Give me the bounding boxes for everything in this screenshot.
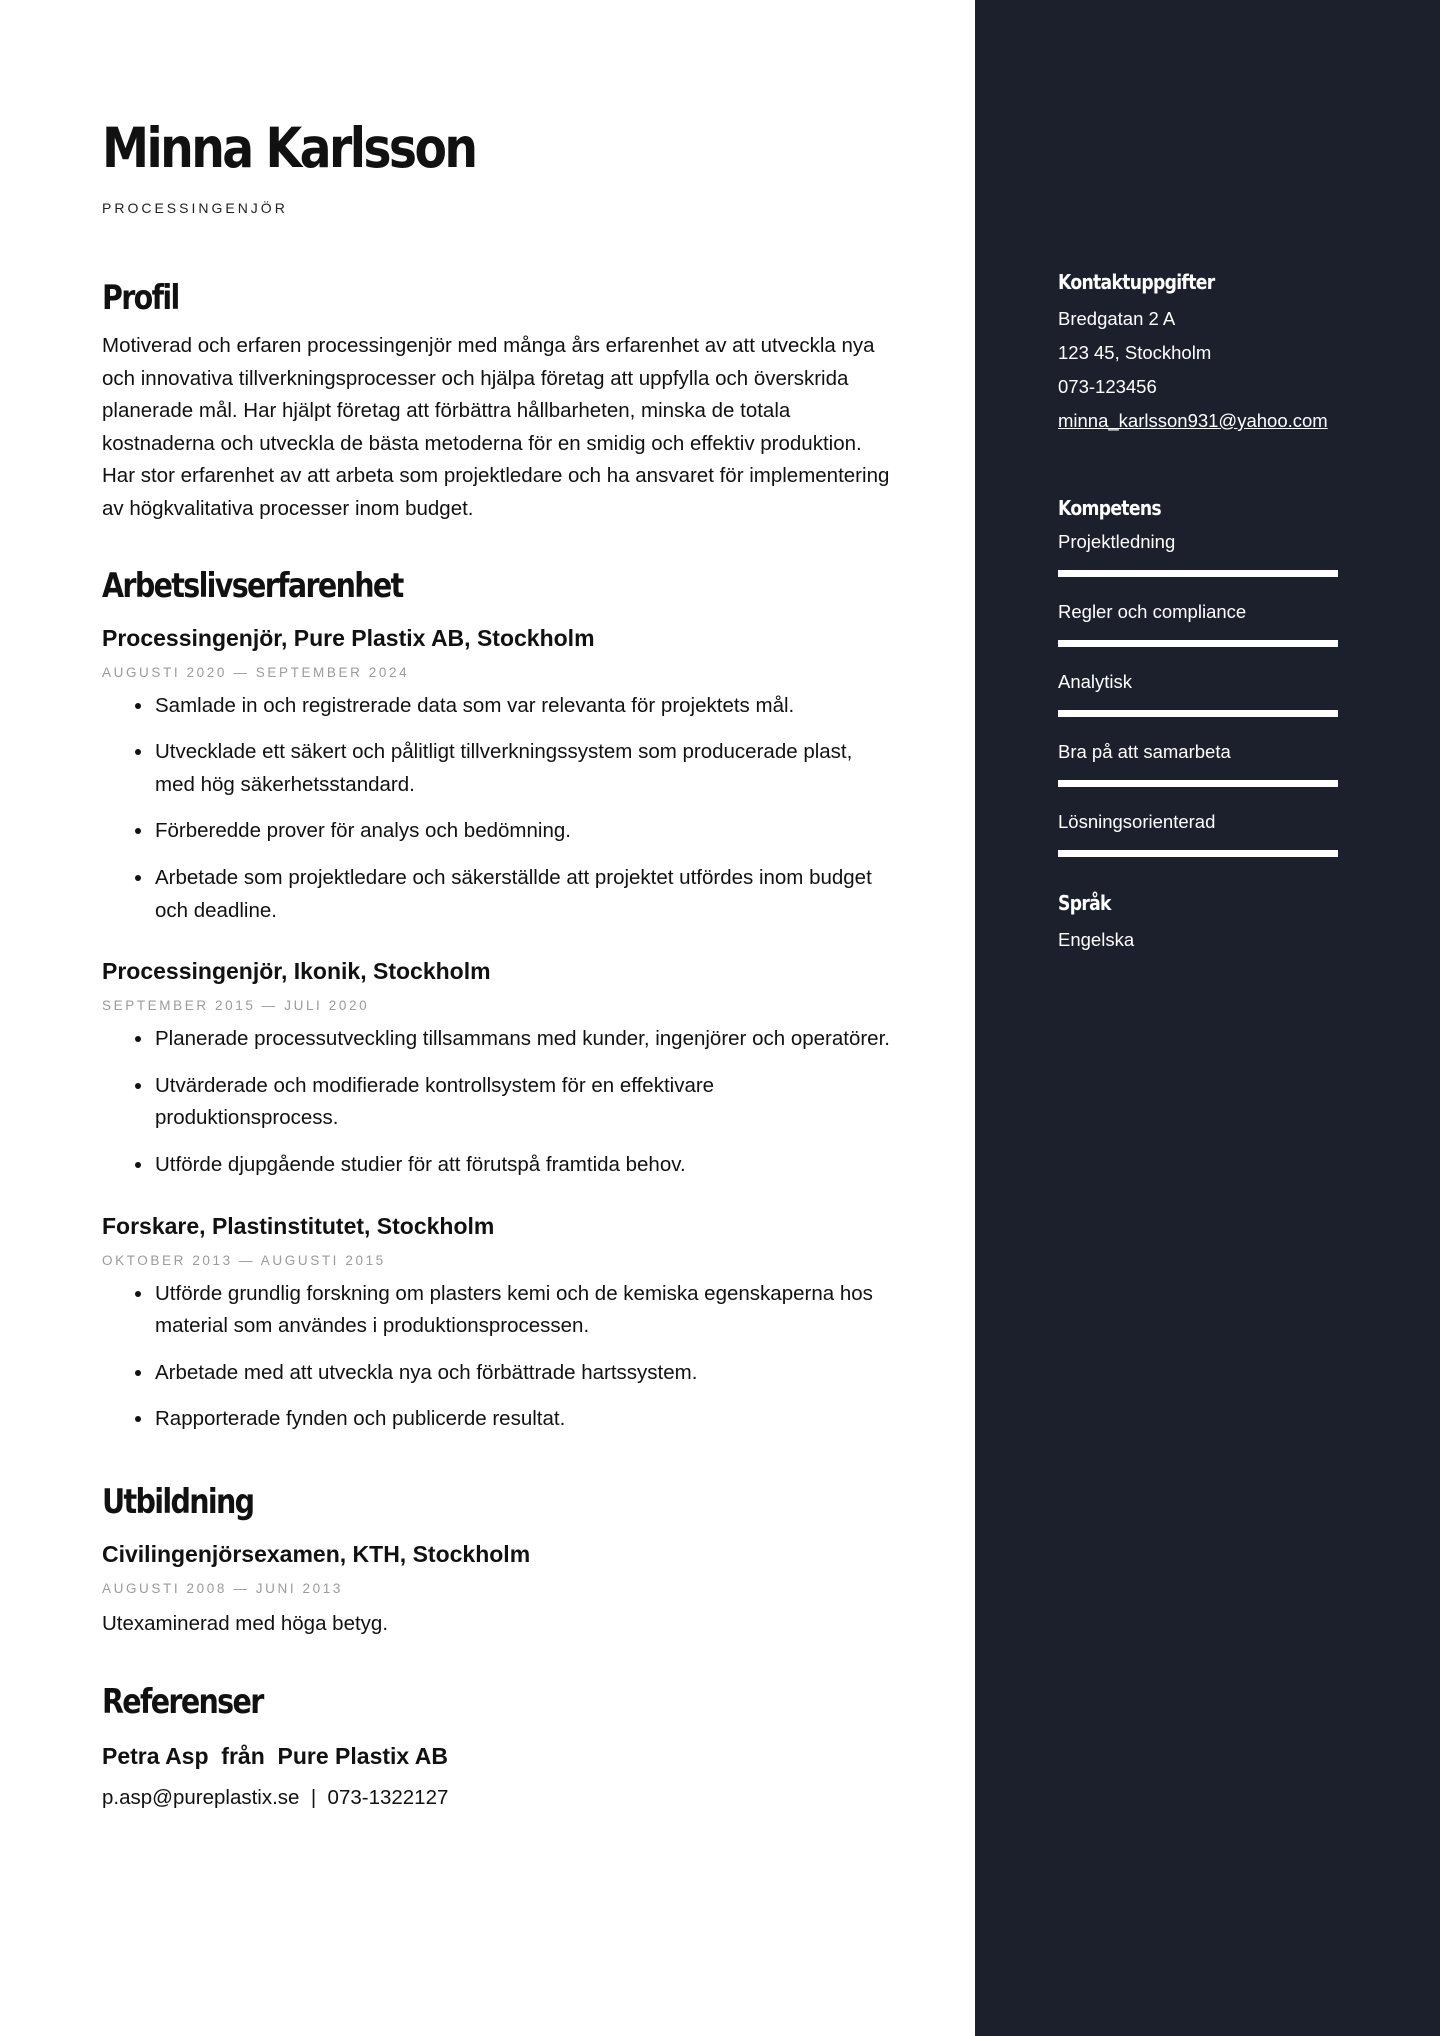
job-entry <box>102 1210 897 1436</box>
profile-text: Motiverad och erfaren processingenjör med många års erfarenhet av att utveckla nya och innovativa tillverkningsprocesser och hjälpa företag att uppfylla och överskrida planerade mål. Har hjälpt företag att förbättra hållbarheten, minska de totala kostnaderna och utveckla de bästa metoderna för en smidig och effektiv produktion. Har stor erfarenhet av att arbeta som projektledare och ha ansvaret för implementering av högkvalitativa processer inom budget. <box>102 334 890 520</box>
contact-address-line2: 123 45, Stockholm <box>1058 342 1212 363</box>
job-bullet: • Rapporterade fynden och publicerde resultat. <box>154 1403 897 1436</box>
education-text: Utexaminerad med höga betyg. <box>102 1611 389 1635</box>
job-bullet: • Utförde djupgående studier för att förutspå framtida behov. <box>154 1149 897 1182</box>
skill-level-bar <box>1058 570 1338 577</box>
skill-level-bar <box>1058 850 1338 857</box>
job-entry <box>102 622 897 928</box>
skill-label: Lösningsorienterad <box>1058 811 1216 832</box>
job-bullets <box>102 1023 897 1181</box>
skill-item <box>1058 598 1338 647</box>
reference-name: Petra Asp från Pure Plastix AB <box>102 1742 448 1769</box>
skill-level-bar <box>1058 780 1338 787</box>
education-dates: AUGUSTI 2008 — JUNI 2013 <box>102 1580 343 1596</box>
skill-item <box>1058 528 1338 577</box>
job-bullet: • Utförde grundlig forskning om plasters kemi och de kemiska egenskaperna hos material som användes i produktionsprocessen. <box>154 1278 897 1343</box>
job-bullet: • Utvecklade ett säkert och pålitligt tillverkningssystem som producerade plast, med hög säkerhetsstandard. <box>154 736 897 801</box>
job-title: Processingenjör, Ikonik, Stockholm <box>102 958 491 985</box>
education-degree: Civilingenjörsexamen, KTH, Stockholm <box>102 1540 531 1567</box>
references-heading: Referenser <box>102 1681 263 1722</box>
job-dates: AUGUSTI 2020 — SEPTEMBER 2024 <box>102 664 410 680</box>
experience-heading: Arbetslivserfarenhet <box>102 565 403 606</box>
job-title: Processingenjör, Pure Plastix AB, Stockholm <box>102 624 595 651</box>
candidate-name: Minna Karlsson <box>102 116 476 180</box>
languages-heading: Språk <box>1058 891 1111 915</box>
reference-contact: p.asp@pureplastix.se | 073-1322127 <box>102 1785 449 1809</box>
contact-email-link[interactable]: minna_karlsson931@yahoo.com <box>1058 410 1328 431</box>
resume-sidebar <box>975 0 1440 2036</box>
skill-item <box>1058 668 1338 717</box>
job-title: Forskare, Plastinstitutet, Stockholm <box>102 1212 495 1239</box>
contact-phone: 073-123456 <box>1058 376 1157 397</box>
education-heading: Utbildning <box>102 1481 254 1522</box>
job-dates: SEPTEMBER 2015 — JULI 2020 <box>102 998 370 1014</box>
skill-label: Analytisk <box>1058 671 1133 692</box>
profile-heading: Profil <box>102 278 179 318</box>
skill-item <box>1058 808 1338 857</box>
job-entry <box>102 955 897 1181</box>
contact-address-line1: Bredgatan 2 A <box>1058 308 1176 329</box>
job-bullet: • Utvärderade och modifierade kontrollsystem för en effektivare produktionsprocess. <box>154 1070 897 1135</box>
candidate-title: PROCESSINGENJÖR <box>102 200 288 216</box>
job-dates: OKTOBER 2013 — AUGUSTI 2015 <box>102 1252 386 1268</box>
skill-item <box>1058 738 1338 787</box>
job-bullets <box>102 1278 897 1436</box>
skills-heading: Kompetens <box>1058 496 1161 520</box>
skill-label: Bra på att samarbeta <box>1058 741 1231 762</box>
job-bullets <box>102 690 897 928</box>
skill-level-bar <box>1058 710 1338 717</box>
skill-label: Projektledning <box>1058 531 1176 552</box>
skill-level-bar <box>1058 640 1338 647</box>
job-bullet: • Förberedde prover för analys och bedömning. <box>154 815 897 848</box>
job-bullet: • Planerade processutveckling tillsammans med kunder, ingenjörer och operatörer. <box>154 1023 897 1056</box>
skill-label: Regler och compliance <box>1058 601 1247 622</box>
language-item: Engelska <box>1058 929 1135 950</box>
job-bullet: • Samlade in och registrerade data som var relevanta för projektets mål. <box>154 690 897 723</box>
contact-heading: Kontaktuppgifter <box>1058 270 1215 294</box>
job-bullet: • Arbetade som projektledare och säkerställde att projektet utfördes inom budget och deadline. <box>154 862 897 927</box>
job-bullet: • Arbetade med att utveckla nya och förbättrade hartssystem. <box>154 1357 897 1390</box>
